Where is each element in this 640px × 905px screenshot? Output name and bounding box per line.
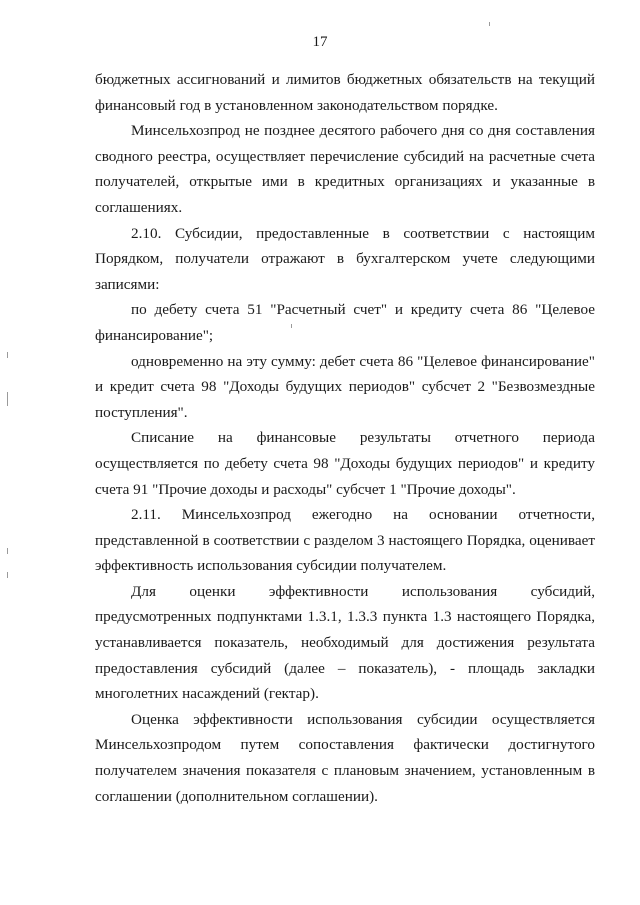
document-body — [95, 67, 595, 809]
paragraph-indicator: Для оценки эффективности использования субсидий, предусмотренных подпунктами 1.3.1, 1.3.3 пункта 1.3 настоящего Порядка, устанавливается показатель, необходимый для достижения результата предоставления субсидий (далее – показатель), - площадь закладки многолетних насаждений (гектар). — [95, 582, 595, 703]
paragraph-evaluation: Оценка эффективности использования субсидии осуществляется Минсельхозпродом путем сопоставления фактически достигнутого получателем значения показателя с плановым значением, установленным в соглашении (дополнительном соглашении). — [95, 710, 595, 805]
paragraph-write-off: Списание на финансовые результаты отчетного периода осуществляется по дебету счета 98 "Доходы будущих периодов" и кредиту счета 91 "Прочие доходы и расходы" субсчет 1 "Прочие доходы". — [95, 429, 595, 498]
paragraph-budget-continuation: бюджетных ассигнований и лимитов бюджетных обязательств на текущий финансовый год в установленном законодательством порядке. — [95, 71, 595, 114]
paragraph-debit-51: по дебету счета 51 "Расчетный счет" и кредиту счета 86 "Целевое финансирование"; — [95, 301, 595, 344]
scan-mark — [489, 22, 490, 26]
paragraph-2-10: 2.10. Субсидии, предоставленные в соответствии с настоящим Порядком, получатели отражают в бухгалтерском учете следующими записями: — [95, 224, 595, 293]
scan-mark — [7, 352, 8, 358]
scan-mark — [7, 572, 8, 578]
scan-mark — [291, 324, 292, 328]
scan-mark — [7, 548, 8, 554]
paragraph-debit-86: одновременно на эту сумму: дебет счета 86 "Целевое финансирование" и кредит счета 98 "Доходы будущих периодов" субсчет 2 "Безвозмездные поступления". — [95, 352, 595, 421]
scan-mark — [7, 392, 8, 406]
paragraph-transfer-subsidies: Минсельхозпрод не позднее десятого рабочего дня со дня составления сводного реестра, осуществляет перечисление субсидий на расчетные счета получателей, открытые ими в кредитных организациях и указанные в соглашениях. — [95, 122, 595, 216]
page-number: 17 — [312, 34, 328, 50]
paragraph-2-11: 2.11. Минсельхозпрод ежегодно на основании отчетности, представленной в соответствии с разделом 3 настоящего Порядка, оценивает эффективность использования субсидии получателем. — [95, 506, 595, 575]
